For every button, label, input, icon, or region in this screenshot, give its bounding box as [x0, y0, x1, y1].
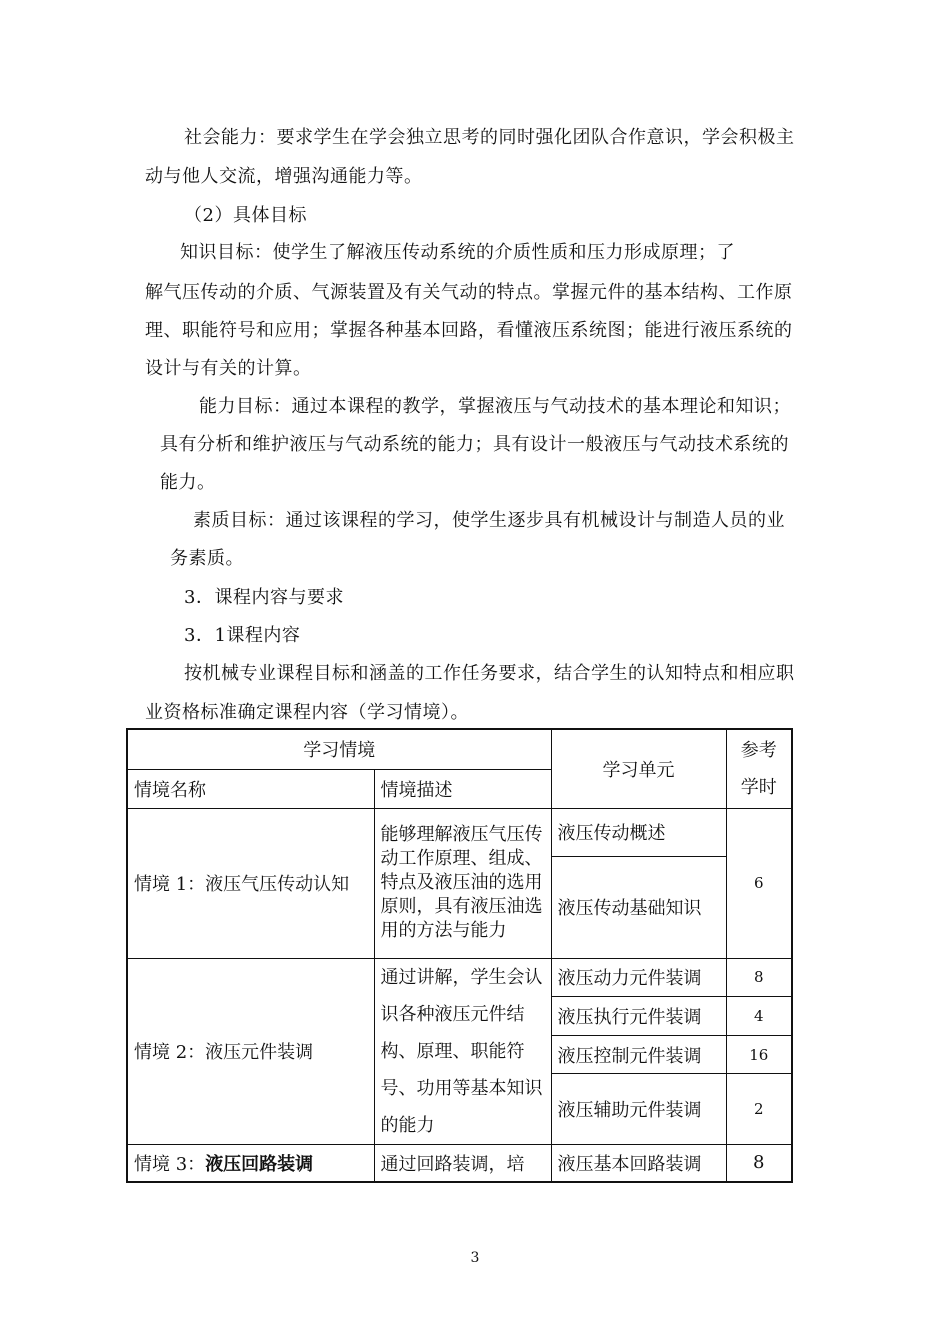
hours-cell: 8: [726, 1144, 792, 1182]
situation-name: 情境 1：液压气压传动认知: [127, 808, 374, 958]
text-line: 知识目标：使学生了解液压传动系统的介质性质和压力形成原理；了: [180, 242, 735, 263]
text-line: 业资格标准确定课程内容（学习情境）。: [145, 702, 469, 723]
situation-desc: 能够理解液压气压传动工作原理、组成、特点及液压油的选用原则，具有液压油选用的方法与能力: [374, 808, 551, 958]
section-heading-3: 3．课程内容与要求: [184, 587, 344, 608]
text-line: 能力目标：通过本课程的教学，掌握液压与气动技术的基本理论和知识；: [199, 396, 791, 417]
text-line: 能力。: [160, 472, 216, 493]
header-hours-line2: 学时: [740, 776, 777, 798]
text-line: 务素质。: [170, 548, 244, 569]
unit-cell: 液压传动基础知识: [551, 856, 726, 958]
situation-name-prefix: 情境 3：: [134, 1153, 206, 1175]
text-line: 设计与有关的计算。: [145, 358, 312, 379]
text-line: 解气压传动的介质、气源装置及有关气动的特点。掌握元件的基本结构、工作原: [145, 282, 793, 303]
unit-cell: 液压基本回路装调: [551, 1144, 726, 1182]
subheading-specific-goal: （2）具体目标: [184, 205, 307, 226]
text-line: 具有分析和维护液压与气动系统的能力；具有设计一般液压与气动技术系统的: [160, 434, 789, 455]
unit-cell: 液压控制元件装调: [551, 1035, 726, 1074]
unit-cell: 液压动力元件装调: [551, 958, 726, 997]
header-unit: 学习单元: [551, 729, 726, 808]
hours-cell: 16: [726, 1035, 792, 1074]
hours-cell: 6: [726, 808, 792, 958]
situation-name: [127, 1144, 374, 1182]
text-line: 素质目标：通过该课程的学习，使学生逐步具有机械设计与制造人员的业: [193, 510, 785, 531]
hours-cell: 2: [726, 1074, 792, 1144]
text-line: 理、职能符号和应用；掌握各种基本回路，看懂液压系统图；能进行液压系统的: [145, 320, 793, 341]
table-row: [127, 1144, 792, 1182]
hours-cell: 4: [726, 997, 792, 1036]
header-desc: 情境描述: [374, 769, 551, 808]
situation-desc: 通过回路装调，培: [374, 1144, 551, 1182]
header-hours: [726, 729, 792, 808]
page-number: 3: [470, 1250, 480, 1266]
text-line: 按机械专业课程目标和涵盖的工作任务要求，结合学生的认知特点和相应职: [184, 663, 795, 684]
situation-name-bold: 液压回路装调: [205, 1153, 314, 1175]
text-line: 动与他人交流，增强沟通能力等。: [145, 166, 423, 187]
section-heading-3-1: 3．1课程内容: [184, 625, 301, 646]
course-content-table: [126, 728, 793, 1183]
header-hours-line1: 参考: [740, 739, 777, 761]
unit-cell: 液压辅助元件装调: [551, 1074, 726, 1144]
header-situation: 学习情境: [127, 729, 551, 769]
header-name: 情境名称: [127, 769, 374, 808]
table-row: [127, 958, 792, 997]
situation-desc: 通过讲解，学生会认识各种液压元件结构、原理、职能符号、功用等基本知识的能力: [374, 958, 551, 1144]
unit-cell: 液压传动概述: [551, 808, 726, 856]
text-line: 社会能力：要求学生在学会独立思考的同时强化团队合作意识，学会积极主: [184, 127, 795, 148]
hours-cell: 8: [726, 958, 792, 997]
table-row: [127, 808, 792, 856]
unit-cell: 液压执行元件装调: [551, 997, 726, 1036]
situation-name: 情境 2：液压元件装调: [127, 958, 374, 1144]
